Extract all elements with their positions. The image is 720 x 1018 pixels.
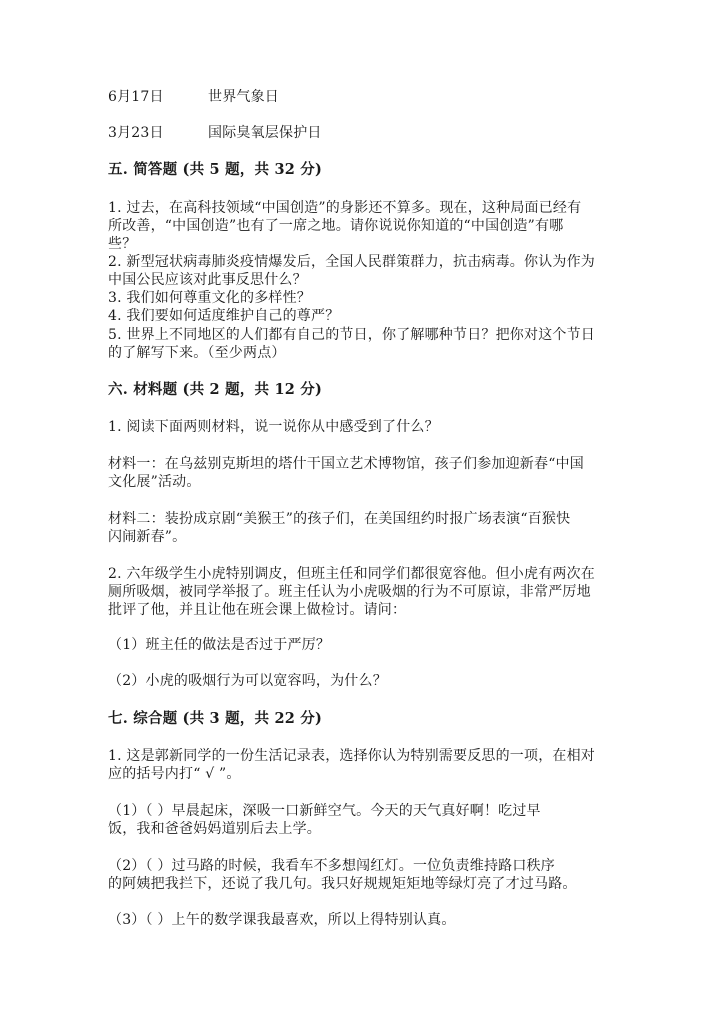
question-line: 中国公民应该对此事反思什么？ (108, 272, 307, 288)
sub-question: （2）小虎的吸烟行为可以宽容吗，为什么？ (108, 673, 387, 689)
day-name: 国际臭氧层保护日 (208, 125, 322, 141)
section-heading: 五. 简答题 (共 5 题，共 32 分) (108, 161, 323, 178)
material-line: 闪闹新春”。 (108, 529, 187, 545)
record-item: （3）（ ）上午的数学课我最喜欢，所以上得特别认真。 (108, 912, 456, 928)
section-heading: 六. 材料题 (共 2 题，共 12 分) (108, 381, 323, 398)
record-item: 的阿姨把我拦下，还说了我几句。我只好规规矩矩地等绿灯亮了才过马路。 (108, 876, 577, 892)
record-item: 饭，我和爸爸妈妈道别后去上学。 (108, 821, 321, 837)
question-line: 批评了他，并且让他在班会课上做检讨。请问： (108, 602, 407, 618)
day-row (108, 122, 322, 144)
day-date: 3月23日 (108, 125, 164, 141)
material-line: 材料一：在乌兹别克斯坦的塔什干国立艺术博物馆，孩子们参加迎新春“中国 (108, 456, 584, 472)
question-line: 1. 这是郭新同学的一份生活记录表，选择你认为特别需要反思的一项，在相对 (108, 748, 596, 764)
section-heading: 七. 综合题 (共 3 题，共 22 分) (108, 710, 323, 727)
question-line: 所改善，“中国创造”也有了一席之地。请你说说你知道的“中国创造”有哪 (108, 218, 564, 234)
question-line: 2. 新型冠状病毒肺炎疫情爆发后，全国人民群策群力，抗击病毒。你认为作为 (108, 254, 596, 270)
sub-question: （1）班主任的做法是否过于严厉？ (108, 637, 331, 653)
question-line: 些？ (108, 236, 137, 252)
question-line: 厕所吸烟，被同学举报了。班主任认为小虎吸烟的行为不可原谅，非常严厉地 (108, 584, 591, 600)
material-line: 材料二：装扮成京剧“美猴王”的孩子们，在美国纽约时报广场表演“百猴快 (108, 511, 571, 527)
question-line: 1. 过去，在高科技领域“中国创造”的身影还不算多。现在，这种局面已经有 (108, 200, 582, 216)
record-item: （2）（ ）过马路的时候，我看车不多想闯红灯。一位负责维持路口秩序 (108, 858, 555, 874)
question-line: 应的括号内打“ √ ”。 (108, 766, 241, 782)
day-date: 6月17日 (108, 89, 164, 105)
question-line: 4. 我们要如何适度维护自己的尊严？ (108, 308, 340, 324)
question-line: 的了解写下来。（至少两点） (108, 345, 286, 361)
question-line: 1. 阅读下面两则材料，说一说你从中感受到了什么？ (108, 419, 439, 435)
question-line: 3. 我们如何尊重文化的多样性？ (108, 290, 312, 306)
day-name: 世界气象日 (208, 89, 279, 105)
record-item: （1）（ ）早晨起床，深吸一口新鲜空气。今天的天气真好啊！吃过早 (108, 803, 541, 819)
question-line: 5. 世界上不同地区的人们都有自己的节日，你了解哪种节日？把你对这个节日 (108, 327, 596, 343)
question-line: 2. 六年级学生小虎特别调皮，但班主任和同学们都很宽容他。但小虎有两次在 (108, 566, 596, 582)
material-line: 文化展”活动。 (108, 474, 201, 490)
day-row (108, 86, 279, 108)
